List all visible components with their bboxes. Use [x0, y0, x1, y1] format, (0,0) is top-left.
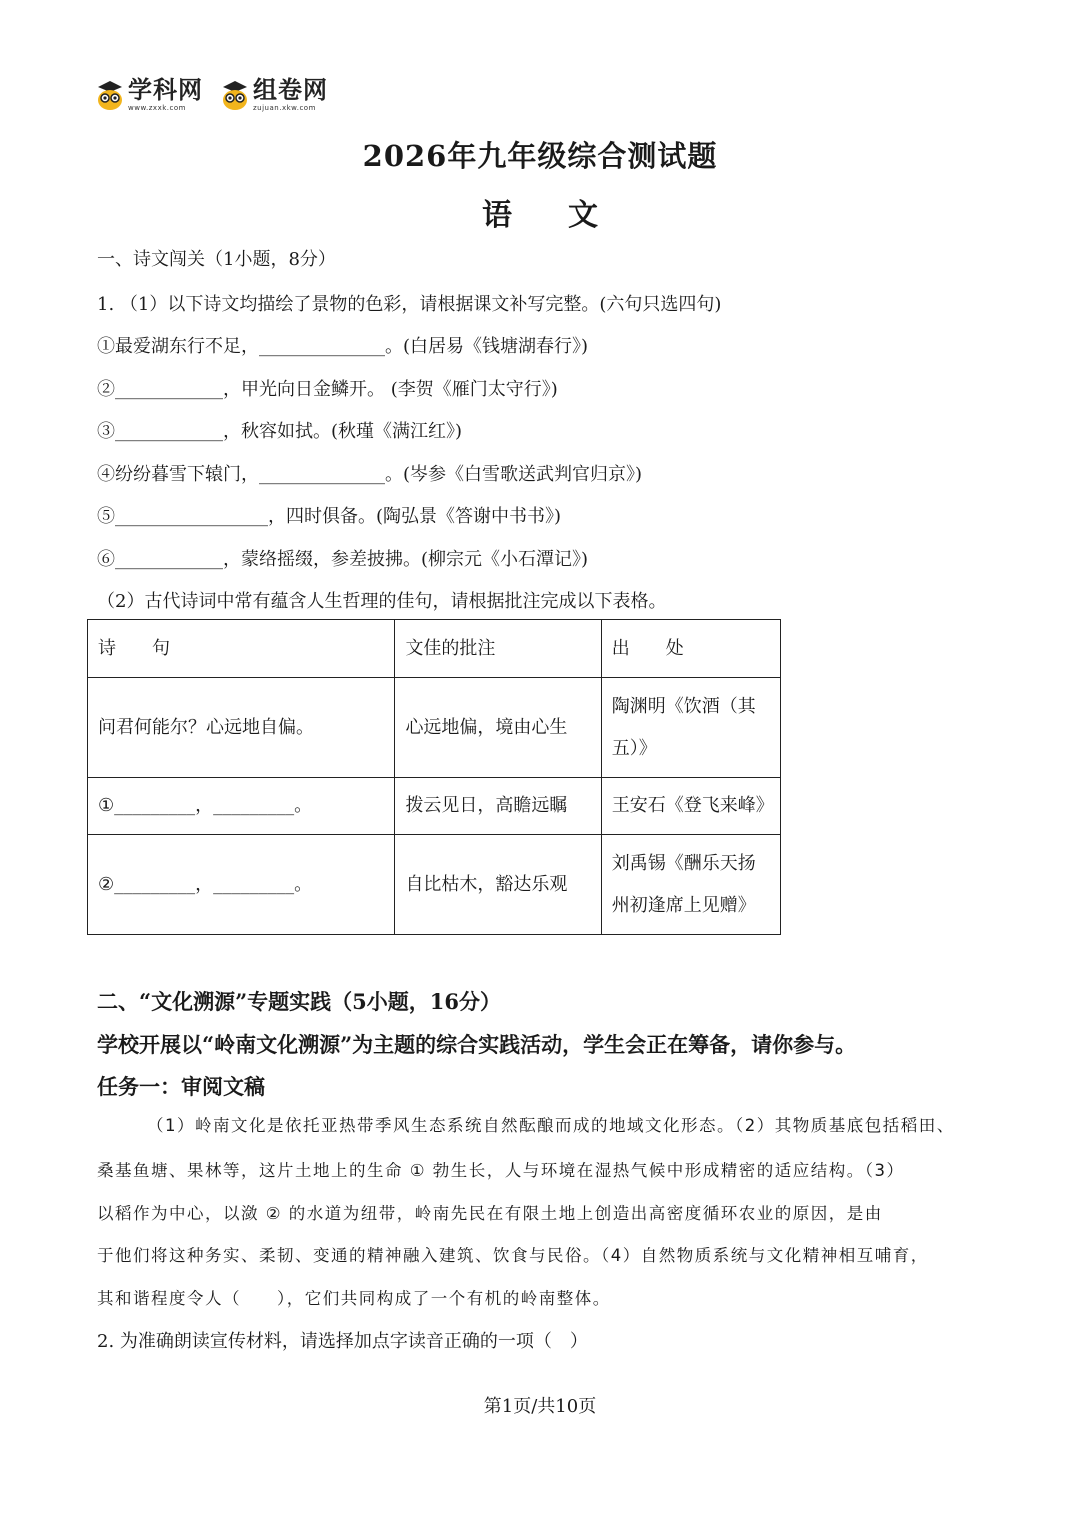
- logo-zujuan: [221, 78, 328, 112]
- logo-name: 学科网: [128, 76, 203, 104]
- table-cell: 陶渊明《饮酒（其五）》: [601, 678, 780, 778]
- fill-blank-line: ④纷纷暮雪下辕门，______________。(岑参《白雪歌送武判官归京》): [97, 464, 643, 485]
- table-header-cell: 出 处: [601, 620, 780, 678]
- section2-heading: 二、“文化溯源”专题实践（5小题，16分）: [97, 989, 501, 1014]
- fill-blank-line: ②____________，甲光向日金鳞开。 (李贺《雁门太守行》): [97, 379, 558, 400]
- section2-intro: 学校开展以“岭南文化溯源”为主题的综合实践活动，学生会正在筹备，请你参与。: [97, 1032, 857, 1057]
- table-header-cell: 文佳的批注: [395, 620, 601, 678]
- section1-heading: 一、诗文闯关（1小题，8分）: [97, 249, 336, 270]
- passage-line: 其和谐程度令人（ ），它们共同构成了一个有机的岭南整体。: [97, 1289, 611, 1308]
- table-header-row: [88, 620, 781, 678]
- table-header-cell: 诗 句: [88, 620, 395, 678]
- table-cell: 心远地偏，境由心生: [395, 678, 601, 778]
- table-cell: 王安石《登飞来峰》: [601, 778, 780, 835]
- table-cell: ②_________，_________。: [88, 835, 395, 935]
- table-cell: ①_________，_________。: [88, 778, 395, 835]
- table-cell: 拨云见日，高瞻远瞩: [395, 778, 601, 835]
- task1-heading: 任务一：审阅文稿: [97, 1074, 265, 1099]
- table-row: [88, 678, 781, 778]
- question-2: 2. 为准确朗读宣传材料，请选择加点字读音正确的一项（ ）: [97, 1331, 588, 1352]
- fill-blank-line: ⑥____________，蒙络摇缀，参差披拂。(柳宗元《小石潭记》): [97, 549, 589, 570]
- fill-blank-line: ①最爱湖东行不足，______________。(白居易《钱塘湖春行》): [97, 336, 589, 357]
- passage-line: 于他们将这种务实、柔韧、变通的精神融入建筑、饮食与民俗。（4）自然物质系统与文化精神相互哺育，: [97, 1246, 929, 1265]
- annotation-table: [87, 619, 781, 935]
- fill-blank-line: ⑤_________________，四时俱备。(陶弘景《答谢中书书》): [97, 506, 562, 527]
- page-footer: 第1页/共10页: [483, 1396, 597, 1417]
- table-cell: 问君何能尔？心远地自偏。: [88, 678, 395, 778]
- table-cell: 刘禹锡《酬乐天扬州初逢席上见赠》: [601, 835, 780, 935]
- logo-xueke: [96, 78, 203, 112]
- question-1-part1: 1. （1）以下诗文均描绘了景物的色彩，请根据课文补写完整。(六句只选四句): [97, 294, 722, 315]
- owl-logo-icon: [221, 79, 249, 111]
- logo-url: zujuan.xkw.com: [253, 104, 316, 112]
- logo-name: 组卷网: [253, 76, 328, 104]
- passage-line: 桑基鱼塘、果林等，这片土地上的生命 ① 勃生长，人与环境在湿热气候中形成精密的适应结构。（3）: [97, 1161, 905, 1180]
- logo-bar: [96, 78, 328, 112]
- passage-line: 以稻作为中心，以潋 ② 的水道为纽带，岭南先民在有限土地上创造出高密度循环农业的原因，是由: [97, 1204, 883, 1223]
- page-title: 2026年九年级综合测试题: [362, 139, 718, 173]
- fill-blank-line: ③____________，秋容如拭。(秋瑾《满江红》): [97, 421, 463, 442]
- table-row: [88, 778, 781, 835]
- question-1-part2: （2）古代诗词中常有蕴含人生哲理的佳句，请根据批注完成以下表格。: [97, 591, 667, 612]
- table-row: [88, 835, 781, 935]
- logo-url: www.zxxk.com: [128, 104, 186, 112]
- passage-line: （1）岭南文化是依托亚热带季风生态系统自然酝酿而成的地域文化形态。（2）其物质基底包括稻田、: [147, 1116, 955, 1135]
- subject-title: 语文: [482, 198, 654, 233]
- owl-logo-icon: [96, 79, 124, 111]
- table-cell: 自比枯木，豁达乐观: [395, 835, 601, 935]
